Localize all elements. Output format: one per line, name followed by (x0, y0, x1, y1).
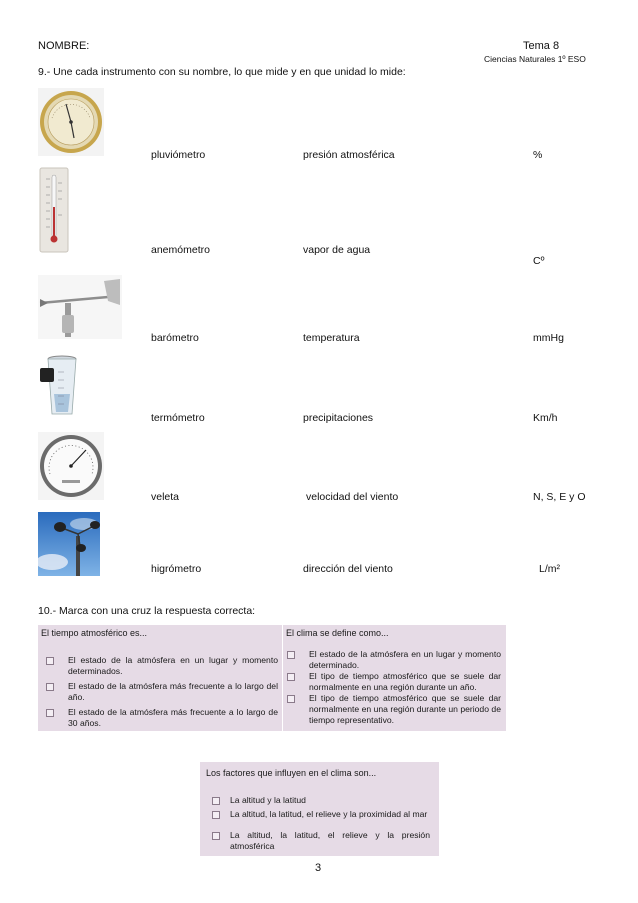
quiz-factors-checkbox-1[interactable] (212, 797, 220, 805)
quiz-climate-option-1: El estado de la atmósfera en un lugar y momento determinado. (309, 649, 501, 670)
quiz-climate-checkbox-3[interactable] (287, 695, 295, 703)
quiz-weather (38, 625, 282, 731)
quiz-climate-checkbox-1[interactable] (287, 651, 295, 659)
quiz-climate (283, 625, 506, 731)
name-row-6: higrómetro (151, 563, 202, 575)
subject-label: Ciencias Naturales 1º ESO (484, 54, 586, 64)
hygrometer-image (38, 432, 104, 500)
name-row-3: barómetro (151, 332, 199, 344)
quiz-factors-checkbox-3[interactable] (212, 832, 220, 840)
quiz-factors-question: Los factores que influyen en el clima son... (206, 768, 377, 778)
thermometer-image (38, 167, 70, 253)
quiz-climate-option-3: El tipo de tiempo atmosférico que se suele dar normalmente en una región durante un periodo de tiempo representativo. (309, 693, 501, 725)
wind-vane-image (38, 275, 122, 339)
unit-row-5: N, S, E y O (533, 491, 586, 503)
question-9-title: 9.- Une cada instrumento con su nombre, lo que mide y en que unidad lo mide: (38, 66, 406, 78)
quiz-weather-checkbox-1[interactable] (46, 657, 54, 665)
measure-row-6: dirección del viento (303, 563, 393, 575)
rain-gauge-image (38, 354, 82, 418)
unit-row-2: Cº (533, 255, 545, 267)
name-label: NOMBRE: (38, 40, 90, 52)
measure-row-5: velocidad del viento (306, 491, 399, 503)
name-row-2: anemómetro (151, 244, 210, 256)
unit-row-3: mmHg (533, 332, 564, 344)
anemometer-image (38, 512, 100, 576)
question-10-title: 10.- Marca con una cruz la respuesta correcta: (38, 605, 256, 617)
topic-label: Tema 8 (523, 40, 560, 52)
quiz-climate-option-2: El tipo de tiempo atmosférico que se suele dar normalmente en una región durante un año. (309, 671, 501, 692)
quiz-factors-option-2: La altitud, la latitud, el relieve y la proximidad al mar (230, 809, 428, 819)
quiz-factors-option-1: La altitud y la latitud (230, 795, 306, 805)
page-number: 3 (315, 862, 322, 874)
quiz-climate-checkbox-2[interactable] (287, 673, 295, 681)
unit-row-1: % (533, 149, 543, 161)
name-row-1: pluviómetro (151, 149, 206, 161)
unit-row-4: Km/h (533, 412, 558, 424)
quiz-factors-option-3: La altitud, la latitud, el relieve y la presión atmosférica (230, 830, 430, 851)
quiz-weather-checkbox-3[interactable] (46, 709, 54, 717)
quiz-weather-checkbox-2[interactable] (46, 683, 54, 691)
quiz-climate-factors (200, 762, 439, 856)
quiz-weather-option-1: El estado de la atmósfera en un lugar y momento determinados. (68, 655, 278, 676)
name-row-4: termómetro (151, 412, 205, 424)
quiz-weather-question: El tiempo atmosférico es... (41, 628, 148, 638)
barometer-image (38, 88, 104, 156)
measure-row-1: presión atmosférica (303, 149, 395, 161)
quiz-weather-option-2: El estado de la atmósfera más frecuente a lo largo del año. (68, 681, 278, 702)
measure-row-2: vapor de agua (303, 244, 371, 256)
name-row-5: veleta (151, 491, 180, 503)
unit-row-6: L/m² (539, 563, 560, 575)
quiz-climate-question: El clima se define como... (286, 628, 389, 638)
quiz-weather-option-3: El estado de la atmósfera más frecuente a lo largo de 30 años. (68, 707, 278, 728)
measure-row-3: temperatura (303, 332, 360, 344)
quiz-factors-checkbox-2[interactable] (212, 811, 220, 819)
measure-row-4: precipitaciones (303, 412, 374, 424)
